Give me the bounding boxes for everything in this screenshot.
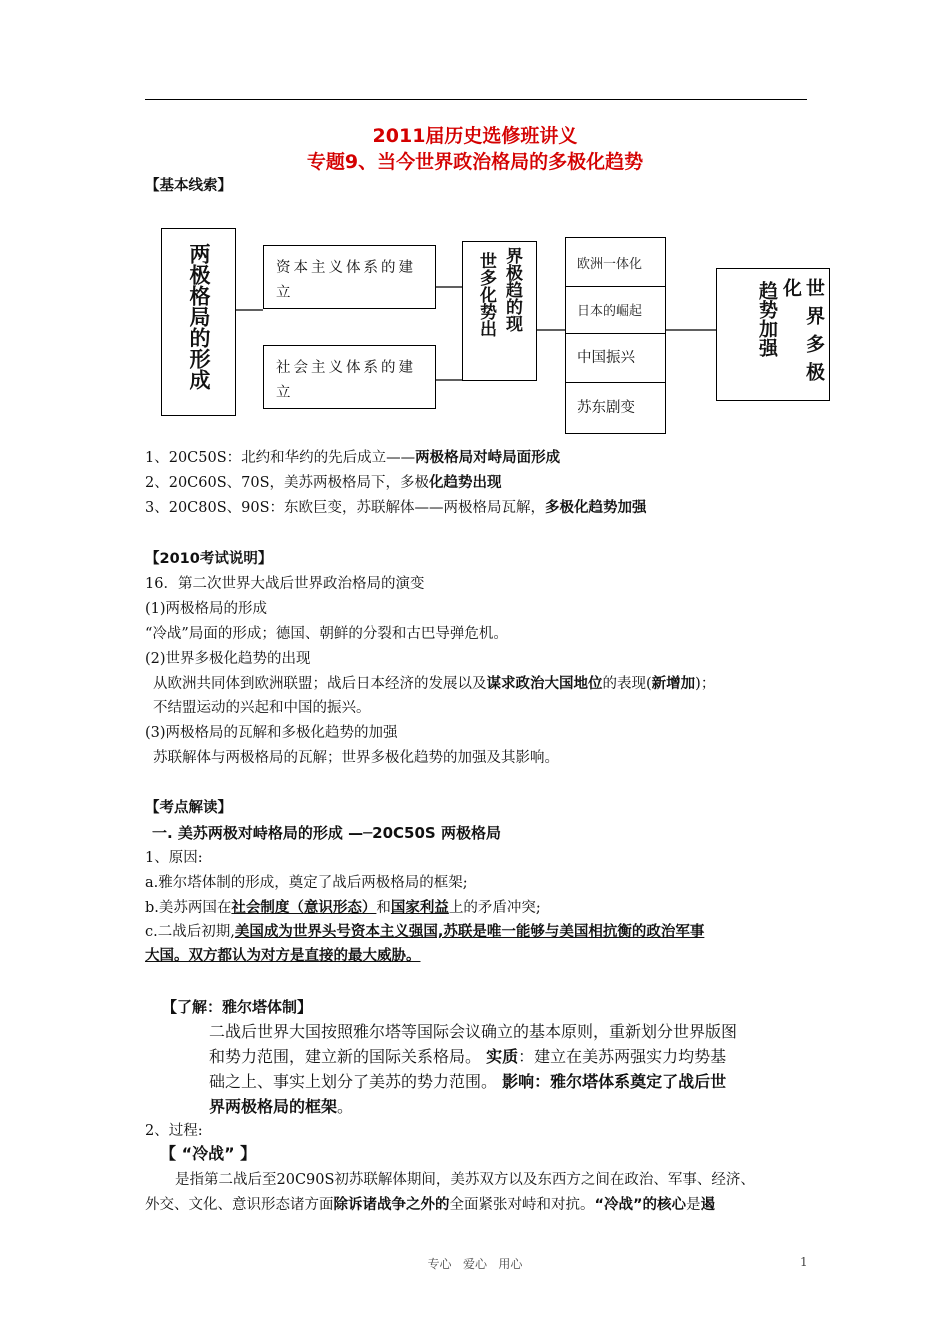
box-bipolar-formation bbox=[161, 228, 236, 416]
exam-line: 16．第二次世界大战后世界政治格局的演变 bbox=[145, 576, 425, 592]
box-multipolar-strengthening bbox=[716, 268, 830, 401]
yalta-emphasis: 界两极格局的框架 bbox=[209, 1097, 338, 1116]
yalta-text: 和势力范围，建立新的国际关系格局。 bbox=[209, 1047, 487, 1066]
box-multipolar-col2: 界极趋的现 bbox=[502, 247, 522, 332]
exam-emphasis: 新增加 bbox=[651, 676, 696, 692]
box-strengthening-col3-inner bbox=[801, 278, 827, 390]
process-emphasis: “冷战”的核心 bbox=[594, 1197, 687, 1213]
page-number: 1 bbox=[800, 1255, 808, 1269]
box-socialist-system bbox=[263, 345, 436, 409]
box-strengthening-col2: 化 bbox=[780, 278, 802, 297]
yalta-line bbox=[209, 1070, 726, 1094]
list-item-label: 中国振兴 bbox=[577, 350, 635, 366]
yalta-text: 。 bbox=[337, 1097, 354, 1116]
list-item bbox=[566, 287, 665, 334]
doc-subtitle: 专题9、当今世界政治格局的多极化趋势 bbox=[306, 151, 644, 173]
kaodian-line: 1、原因: bbox=[145, 850, 203, 866]
kaodian-text: 和 bbox=[376, 900, 391, 916]
exam-text: 从欧洲共同体到欧洲联盟；战后日本经济的发展以及 bbox=[153, 676, 487, 692]
exam-line: “冷战”局面的形成；德国、朝鲜的分裂和古巴导弹危机。 bbox=[145, 626, 508, 642]
yalta-line: 二战后世界大国按照雅尔塔等国际会议确立的基本原则，重新划分世界版图 bbox=[209, 1022, 738, 1041]
kaodian-heading: 【考点解读】 bbox=[145, 800, 232, 816]
process-emphasis: 遏 bbox=[700, 1197, 716, 1213]
yalta-line bbox=[209, 1045, 726, 1069]
kaodian-line bbox=[145, 922, 704, 942]
process-emphasis: 除诉诸战争之外的 bbox=[333, 1197, 450, 1213]
process-line: 是指第二战后至20C90S初苏联解体期间，美苏双方以及东西方之间在政治、军事、经济、 bbox=[175, 1172, 755, 1188]
list-item-label: 欧洲一体化 bbox=[577, 257, 643, 272]
box-socialist-label: 社会主义体系的建立 bbox=[276, 360, 416, 401]
box-strengthening-col1: 趋势加强 bbox=[756, 281, 778, 357]
yalta-emphasis: 实质 bbox=[486, 1047, 519, 1066]
timeline-emphasis: 多极化趋势加强 bbox=[545, 500, 647, 516]
exam-text: 的表现( bbox=[602, 676, 652, 692]
exam-line: (1)两极格局的形成 bbox=[145, 601, 268, 617]
kaodian-emphasis: 国家利益 bbox=[390, 900, 449, 916]
timeline-emphasis: 两极格局对峙局面形成 bbox=[415, 450, 561, 466]
exam-line bbox=[153, 674, 715, 694]
timeline-item bbox=[145, 448, 560, 468]
kaodian-line bbox=[145, 898, 541, 918]
list-item-label: 苏东剧变 bbox=[577, 400, 635, 416]
list-item-label: 日本的崛起 bbox=[577, 304, 643, 319]
exam-heading: 【2010考试说明】 bbox=[145, 551, 273, 567]
cold-war-heading: 【 “冷战” 】 bbox=[160, 1144, 257, 1163]
kaodian-emphasis: 社会制度（意识形态） bbox=[231, 900, 377, 916]
timeline-emphasis: 化趋势出现 bbox=[429, 475, 502, 491]
box-capitalist-system bbox=[263, 245, 436, 309]
list-item bbox=[566, 238, 665, 287]
section-basic-heading: 【基本线索】 bbox=[145, 178, 232, 194]
process-text: 是 bbox=[686, 1197, 701, 1213]
process-line bbox=[145, 1195, 715, 1215]
timeline-item bbox=[145, 498, 647, 518]
timeline-text: 2、20C60S、70S，美苏两极格局下，多极 bbox=[145, 475, 430, 491]
exam-text: )； bbox=[695, 676, 716, 692]
box-multipolar-col1: 世多化势出 bbox=[476, 252, 496, 337]
process-text: 全面紧张对峙和对抗。 bbox=[449, 1197, 595, 1213]
exam-line: (3)两极格局的瓦解和多极化趋势的加强 bbox=[145, 725, 398, 741]
exam-line: 不结盟运动的兴起和中国的振兴。 bbox=[153, 700, 371, 716]
kaodian-subheading: 一. 美苏两极对峙格局的形成 —─20C50S 两极格局 bbox=[152, 824, 501, 842]
list-item bbox=[566, 334, 665, 383]
timeline-text: 1、20C50S：北约和华约的先后成立—— bbox=[145, 450, 416, 466]
box-strengthening-col3 bbox=[801, 278, 827, 390]
kaodian-line: 大国。双方都认为对方是直接的最大威胁。 bbox=[145, 948, 421, 964]
yalta-text: 础之上、事实上划分了美苏的势力范围。 bbox=[209, 1072, 503, 1091]
timeline-text: 3、20C80S、90S：东欧巨变，苏联解体——两极格局瓦解， bbox=[145, 500, 546, 516]
exam-line: (2)世界多极化趋势的出现 bbox=[145, 651, 311, 667]
exam-line: 苏联解体与两极格局的瓦解；世界多极化趋势的加强及其影响。 bbox=[153, 750, 559, 766]
yalta-heading: 【了解：雅尔塔体制】 bbox=[162, 998, 313, 1016]
yalta-line bbox=[209, 1095, 353, 1119]
box-capitalist-label: 资本主义体系的建立 bbox=[276, 260, 416, 301]
yalta-text: ：建立在美苏两强实力均势基 bbox=[518, 1047, 727, 1066]
kaodian-text: 上的矛盾冲突; bbox=[448, 900, 541, 916]
exam-emphasis: 谋求政治大国地位 bbox=[486, 676, 603, 692]
kaodian-line: a.雅尔塔体制的形成，奠定了战后两极格局的框架; bbox=[145, 875, 468, 891]
yalta-emphasis: 影响：雅尔塔体系奠定了战后世 bbox=[502, 1072, 727, 1091]
process-text: 外交、文化、意识形态诸方面 bbox=[145, 1197, 334, 1213]
box-bipolar-formation-label: 两极格局的形成 bbox=[187, 243, 211, 390]
box-events-list bbox=[565, 237, 666, 434]
footer-motto: 专心 爱心 用心 bbox=[427, 1257, 523, 1271]
kaodian-text: c.二战后初期, bbox=[145, 924, 235, 940]
box-multipolar-emergence bbox=[462, 241, 537, 381]
doc-title: 2011届历史选修班讲义 bbox=[372, 125, 578, 147]
list-item bbox=[566, 383, 665, 433]
process-label: 2、过程: bbox=[145, 1123, 203, 1139]
box-strengthening-col3-text: 世界多极 bbox=[803, 278, 825, 390]
kaodian-text: b.美苏两国在 bbox=[145, 900, 232, 916]
kaodian-emphasis: 美国成为世界头号资本主义强国,苏联是唯一能够与美国相抗衡的政治军事 bbox=[234, 924, 705, 940]
timeline-item bbox=[145, 473, 502, 493]
